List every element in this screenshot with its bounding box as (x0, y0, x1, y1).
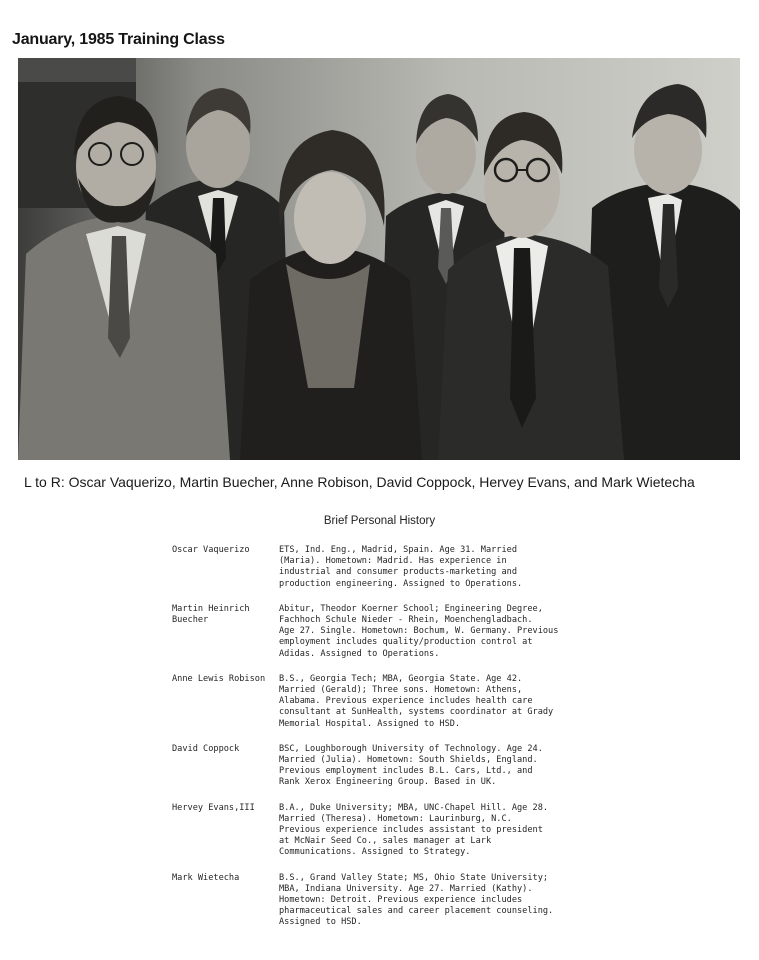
entry-name: Anne Lewis Robison (172, 673, 266, 684)
entry-bio: B.S., Grand Valley State; MS, Ohio State University; MBA, Indiana University. Age 27. Married (Kathy). Hometown: Detroit. Previous experience includes pharmaceutical sales and career placement counseling. Assigned to HSD. (279, 872, 554, 928)
entry-name: Oscar Vaquerizo (172, 545, 250, 555)
group-photo-illustration (18, 58, 740, 460)
entry-name: Mark Wietecha (172, 872, 240, 883)
history-entry (172, 873, 602, 929)
entry-name: Martin Heinrich Buecher (172, 603, 250, 626)
entry-bio: B.S., Georgia Tech; MBA, Georgia State. Age 42. Married (Gerald); Three sons. Hometown: Athens, Alabama. Previous experience includes health care consultant at SunHealth, systems coordinator at Grady Memorial Hospital. Assigned to HSD. (279, 673, 554, 729)
entry-bio: ETS, Ind. Eng., Madrid, Spain. Age 31. Married (Maria). Hometown: Madrid. Has experience in industrial and consumer products-marketing and production engineering. Assigned to Operations. (279, 545, 523, 589)
entry-bio: Abitur, Theodor Koerner School; Engineering Degree, Fachhoch Schule Nieder - Rhein, Moenchengladbach. Age 27. Single. Hometown: Bochum, W. Germany. Previous employment includes quality/production control at Adidas. Assigned to Operations. (279, 603, 559, 659)
entry-bio: B.A., Duke University; MBA, UNC-Chapel Hill. Age 28. Married (Theresa). Hometown: Laurinburg, N.C. Previous experience includes assistant to president at McNair Seed Co., sales manager at Lark Communications. Assigned to Strategy. (279, 802, 549, 858)
history-entry (172, 744, 602, 789)
photo-caption: L to R: Oscar Vaquerizo, Martin Buecher, Anne Robison, David Coppock, Hervey Evans, and Mark Wietecha (24, 474, 695, 490)
history-heading: Brief Personal History (323, 515, 436, 527)
history-entry (172, 545, 602, 590)
entry-name: David Coppock (172, 743, 240, 754)
page-title: January, 1985 Training Class (12, 31, 225, 48)
history-entry (172, 604, 602, 660)
personal-history-list (172, 545, 602, 943)
entry-name: Hervey Evans,III (172, 802, 255, 813)
history-entry (172, 803, 602, 859)
history-entry (172, 674, 602, 730)
entry-bio: BSC, Loughborough University of Technology. Age 24. Married (Julia). Hometown: South Shields, England. Previous employment includes B.L. Cars, Ltd., and Rank Xerox Engineering Group. Based in UK. (279, 743, 543, 788)
group-photo (18, 58, 740, 460)
